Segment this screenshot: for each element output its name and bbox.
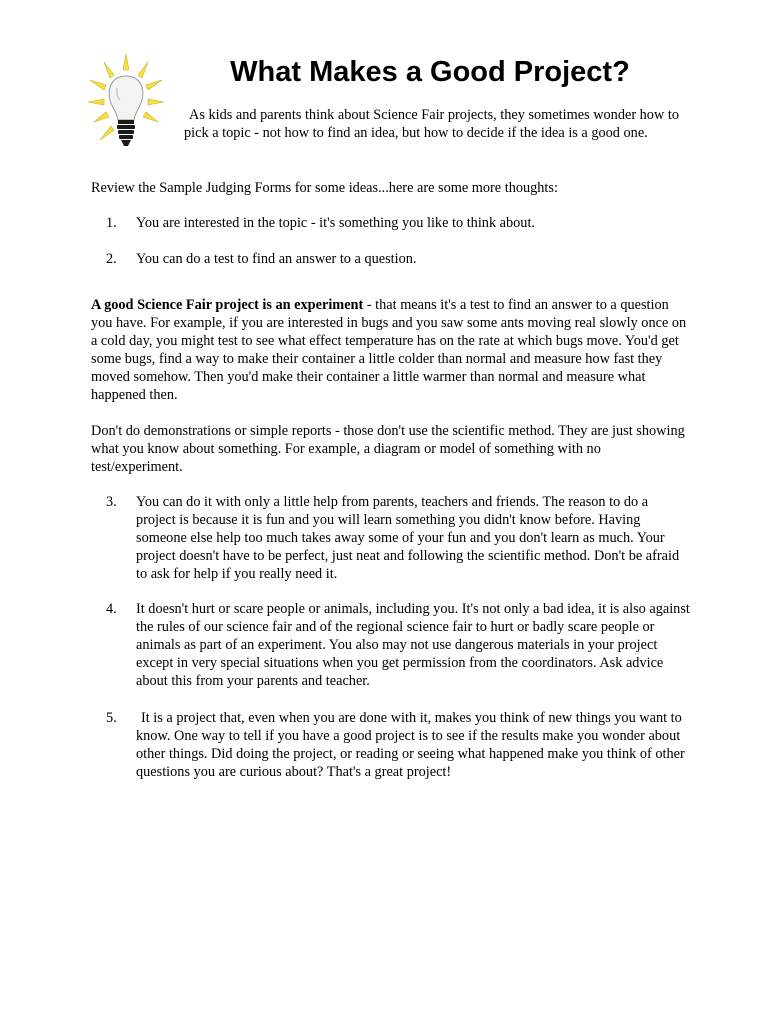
list-item xyxy=(106,214,691,232)
list-item xyxy=(106,709,691,781)
list-item xyxy=(106,600,691,690)
list-text: It doesn't hurt or scare people or animals, including you. It's not only a bad idea, it is also against the rules of our science fair and of the regional science fair to hurt or badly scare people or animals as part of an experiment. You also may not use dangerous materials in your project except in very special situations when you get permission from the coordinators. Ask advice about this from your parents and teacher. xyxy=(136,601,690,689)
list-number: 3. xyxy=(106,494,117,510)
list-number: 2. xyxy=(106,251,117,267)
list-item xyxy=(106,493,691,583)
list-text: You are interested in the topic - it's something you like to think about. xyxy=(136,215,536,231)
list-number: 5. xyxy=(106,710,117,726)
review-paragraph: Review the Sample Judging Forms for some ideas...here are some more thoughts: xyxy=(91,180,558,196)
demonstrations-paragraph: Don't do demonstrations or simple reports - those don't use the scientific method. They are just showing what you know about something. For example, a diagram or model of something with no test/experiment. xyxy=(91,423,685,475)
experiment-paragraph xyxy=(91,296,691,404)
list-text: You can do a test to find an answer to a question. xyxy=(136,251,417,267)
page-title: What Makes a Good Project? xyxy=(230,56,630,88)
list-text: You can do it with only a little help from parents, teachers and friends. The reason to do a project is because it is fun and you will learn something you didn't know before. Having someone else help too much takes away some of your fun and you don't learn as much. Your project doesn't have to be perfect, just neat and following the scientific method. Don't be afraid to ask for help if you really need it. xyxy=(136,494,680,582)
list-number: 4. xyxy=(106,601,117,617)
list-number: 1. xyxy=(106,215,117,231)
experiment-bold-lead: A good Science Fair project is an experiment xyxy=(91,297,364,313)
experiment-text: - that means it's a test to find an answer to a question you have. For example, if you are interested in bugs and you saw some ants moving real slowly once on a cold day, you might test to see what effect temperature has on the rate at which bugs move. You'd get some bugs, find a way to make their container a little colder than normal and measure how fast they moved somehow. Then you'd make their container a little warmer than normal and measure what happened then. xyxy=(91,297,687,403)
list-text: It is a project that, even when you are done with it, makes you think of new things you want to know. One way to tell if you have a good project is to see if the results make you wonder about other things. Did doing the project, or reading or seeing what happened make you think of other questions you are curious about? That's a great project! xyxy=(136,710,685,780)
list-item xyxy=(106,250,691,268)
intro-paragraph: As kids and parents think about Science Fair projects, they sometimes wonder how to pick a topic - not how to find an idea, but how to decide if the idea is a good one. xyxy=(184,107,679,141)
